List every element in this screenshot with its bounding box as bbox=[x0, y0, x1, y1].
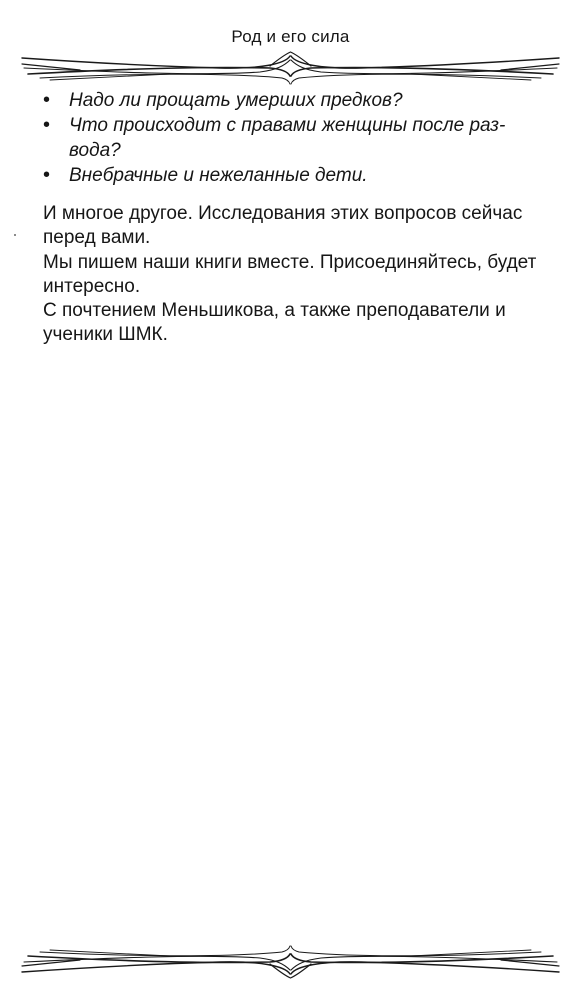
list-item bbox=[43, 163, 548, 188]
scan-speck bbox=[14, 234, 16, 236]
bullet-marker: • bbox=[43, 89, 51, 111]
paragraph bbox=[43, 202, 543, 251]
body-text bbox=[43, 202, 543, 348]
bullet-list bbox=[43, 88, 548, 188]
list-item-line: Что происходит с правами женщины после раз- bbox=[69, 115, 506, 136]
top-ornament-rule bbox=[20, 48, 561, 92]
paragraph-line: ученики ШМК. bbox=[43, 324, 168, 346]
list-item-line: вода? bbox=[69, 140, 121, 161]
list-item bbox=[43, 113, 548, 163]
bullet-marker: • bbox=[43, 164, 51, 186]
list-item-line: Надо ли прощать умерших предков? bbox=[69, 90, 403, 111]
list-item bbox=[43, 88, 548, 113]
paragraph-line: перед вами. bbox=[43, 227, 151, 249]
paragraph bbox=[43, 251, 543, 300]
paragraph-line: И многое другое. Исследования этих вопросов сейчас bbox=[43, 203, 523, 224]
paragraph-line: Мы пишем наши книги вместе. Присоединяйтесь, будет bbox=[43, 251, 537, 273]
running-head: Род и его сила bbox=[231, 27, 350, 46]
list-item-line: Внебрачные и нежеланные дети. bbox=[69, 165, 368, 186]
paragraph bbox=[43, 299, 543, 348]
paragraph-line: С почтением Меньшикова, а также преподаватели и bbox=[43, 300, 506, 322]
bullet-marker: • bbox=[43, 114, 51, 136]
bottom-ornament-rule bbox=[20, 938, 561, 982]
paragraph-line: интересно. bbox=[43, 275, 141, 297]
